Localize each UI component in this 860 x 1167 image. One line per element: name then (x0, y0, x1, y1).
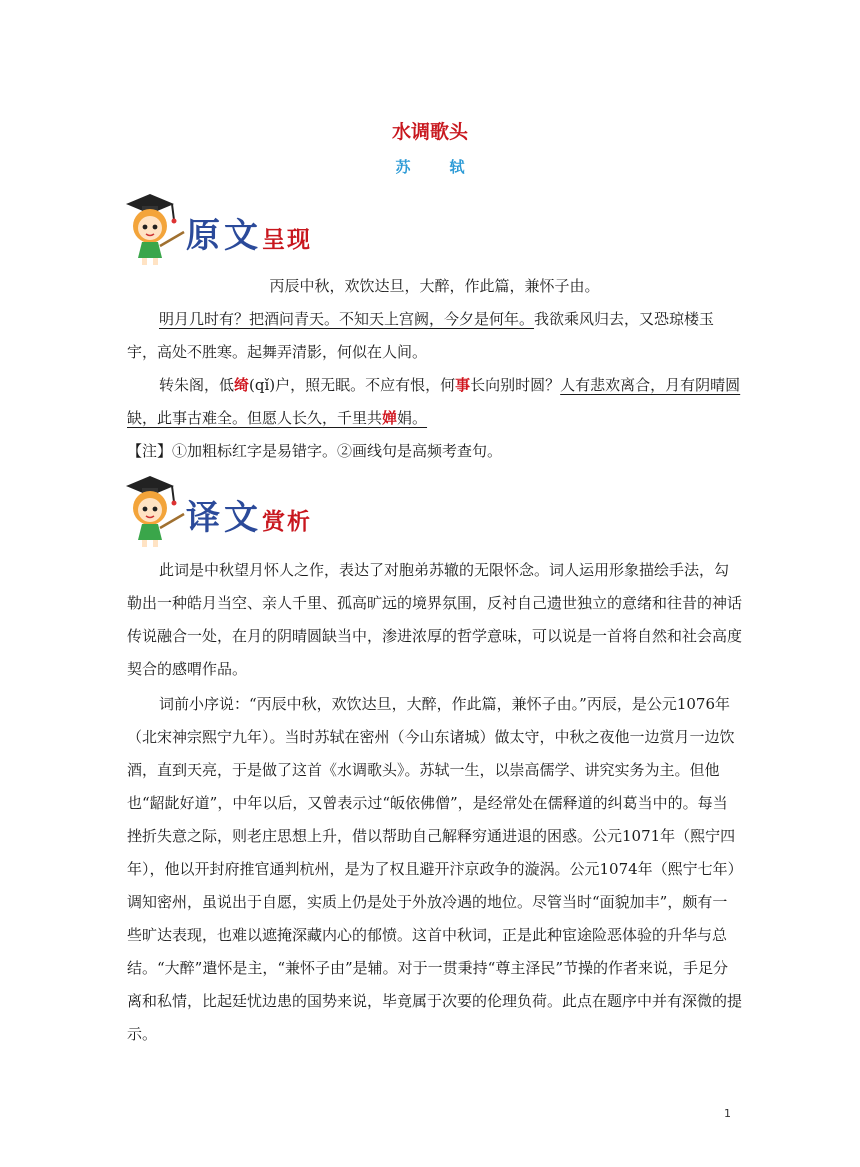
highlighted-character: 婵 (382, 409, 398, 427)
author-name: 苏 轼 (395, 158, 477, 176)
banner-heading-main: 原文 (186, 216, 262, 256)
banner-heading-sub: 呈现 (262, 226, 312, 253)
analysis-paragraph-1: 此词是中秋望月怀人之作，表达了对胞弟苏辙的无限怀念。词人运用形象描绘手法，勾勒出一种皓月当空、亲人千里、孤高旷远的境界氛围，反衬自己遗世独立的意绪和往昔的神话传说融合一处，在月的阴晴圆缺当中，渗进浓厚的哲学意味，可以说是一首将自然和社会高度契合的感喟作品。 (127, 561, 743, 678)
scholar-girl-icon (120, 470, 192, 550)
scholar-girl-icon (120, 188, 192, 268)
poem-stanza-1 (127, 303, 742, 369)
highlighted-character: 事 (455, 376, 471, 394)
stanza-text: (qǐ)户，照无眠。不应有恨，何 (249, 376, 456, 394)
banner-heading-sub: 赏析 (262, 508, 312, 535)
stanza-text: 我欲乘风归去，又恐琼楼玉宇，高处不胜寒。起舞弄清影，何似在人间。 (127, 310, 715, 361)
preface-line: 丙辰中秋，欢饮达旦，大醉，作此篇，兼怀子由。 (269, 277, 600, 295)
underlined-text: 娟。 (397, 409, 428, 427)
stanza-text: 长向别时圆？ (470, 376, 561, 394)
analysis-paragraph-2: 词前小序说：“丙辰中秋，欢饮达旦，大醉，作此篇，兼怀子由。”丙辰，是公元1076年（北宋神宗熙宁九年）。当时苏轼在密州（今山东诸城）做太守，中秋之夜他一边赏月一边饮酒，直到天亮，于是做了这首《水调歌头》。苏轼一生，以崇高儒学、讲究实务为主。但他也“龆龀好道”，中年以后，又曾表示过“皈依佛僧”，是经常处在儒释道的纠葛当中的。每当挫折失意之际，则老庄思想上升，借以帮助自己解释穷通进退的困惑。公元1071年（熙宁四年），他以开封府推官通判杭州，是为了权且避开汴京政争的漩涡。公元1074年（熙宁七年）调知密州，虽说出于自愿，实质上仍是处于外放冷遇的地位。尽管当时“面貌加丰”，颇有一些旷达表现，也难以遮掩深藏内心的郁愤。这首中秋词，正是此种宦途险恶体验的升华与总结。“大醉”遣怀是主，“兼怀子由”是辅。对于一贯秉持“尊主泽民”节操的作者来说，手足分离和私情，比起廷忧边患的国势来说，毕竟属于次要的伦理负荷。此点在题序中并有深微的提示。 (127, 695, 743, 1043)
annotation-note: 【注】①加粗标红字是易错字。②画线句是高频考查句。 (127, 442, 503, 460)
page-title: 水调歌头 (391, 121, 468, 143)
highlighted-character: 绮 (234, 376, 250, 394)
page-number: 1 (724, 1107, 731, 1120)
underlined-sentence: 明月几时有？把酒问青天。不知天上宫阙，今夕是何年。 (159, 310, 535, 328)
underlined-text: 人有悲欢离合，月有阴晴圆缺，此事古难全。但愿人长久，千里共 (127, 376, 741, 427)
poem-stanza-2 (127, 369, 742, 435)
stanza-text: 转朱阁，低 (159, 376, 235, 394)
section-banner-original (120, 188, 360, 268)
banner-heading-main: 译文 (186, 498, 262, 538)
section-banner-translation (120, 470, 360, 550)
